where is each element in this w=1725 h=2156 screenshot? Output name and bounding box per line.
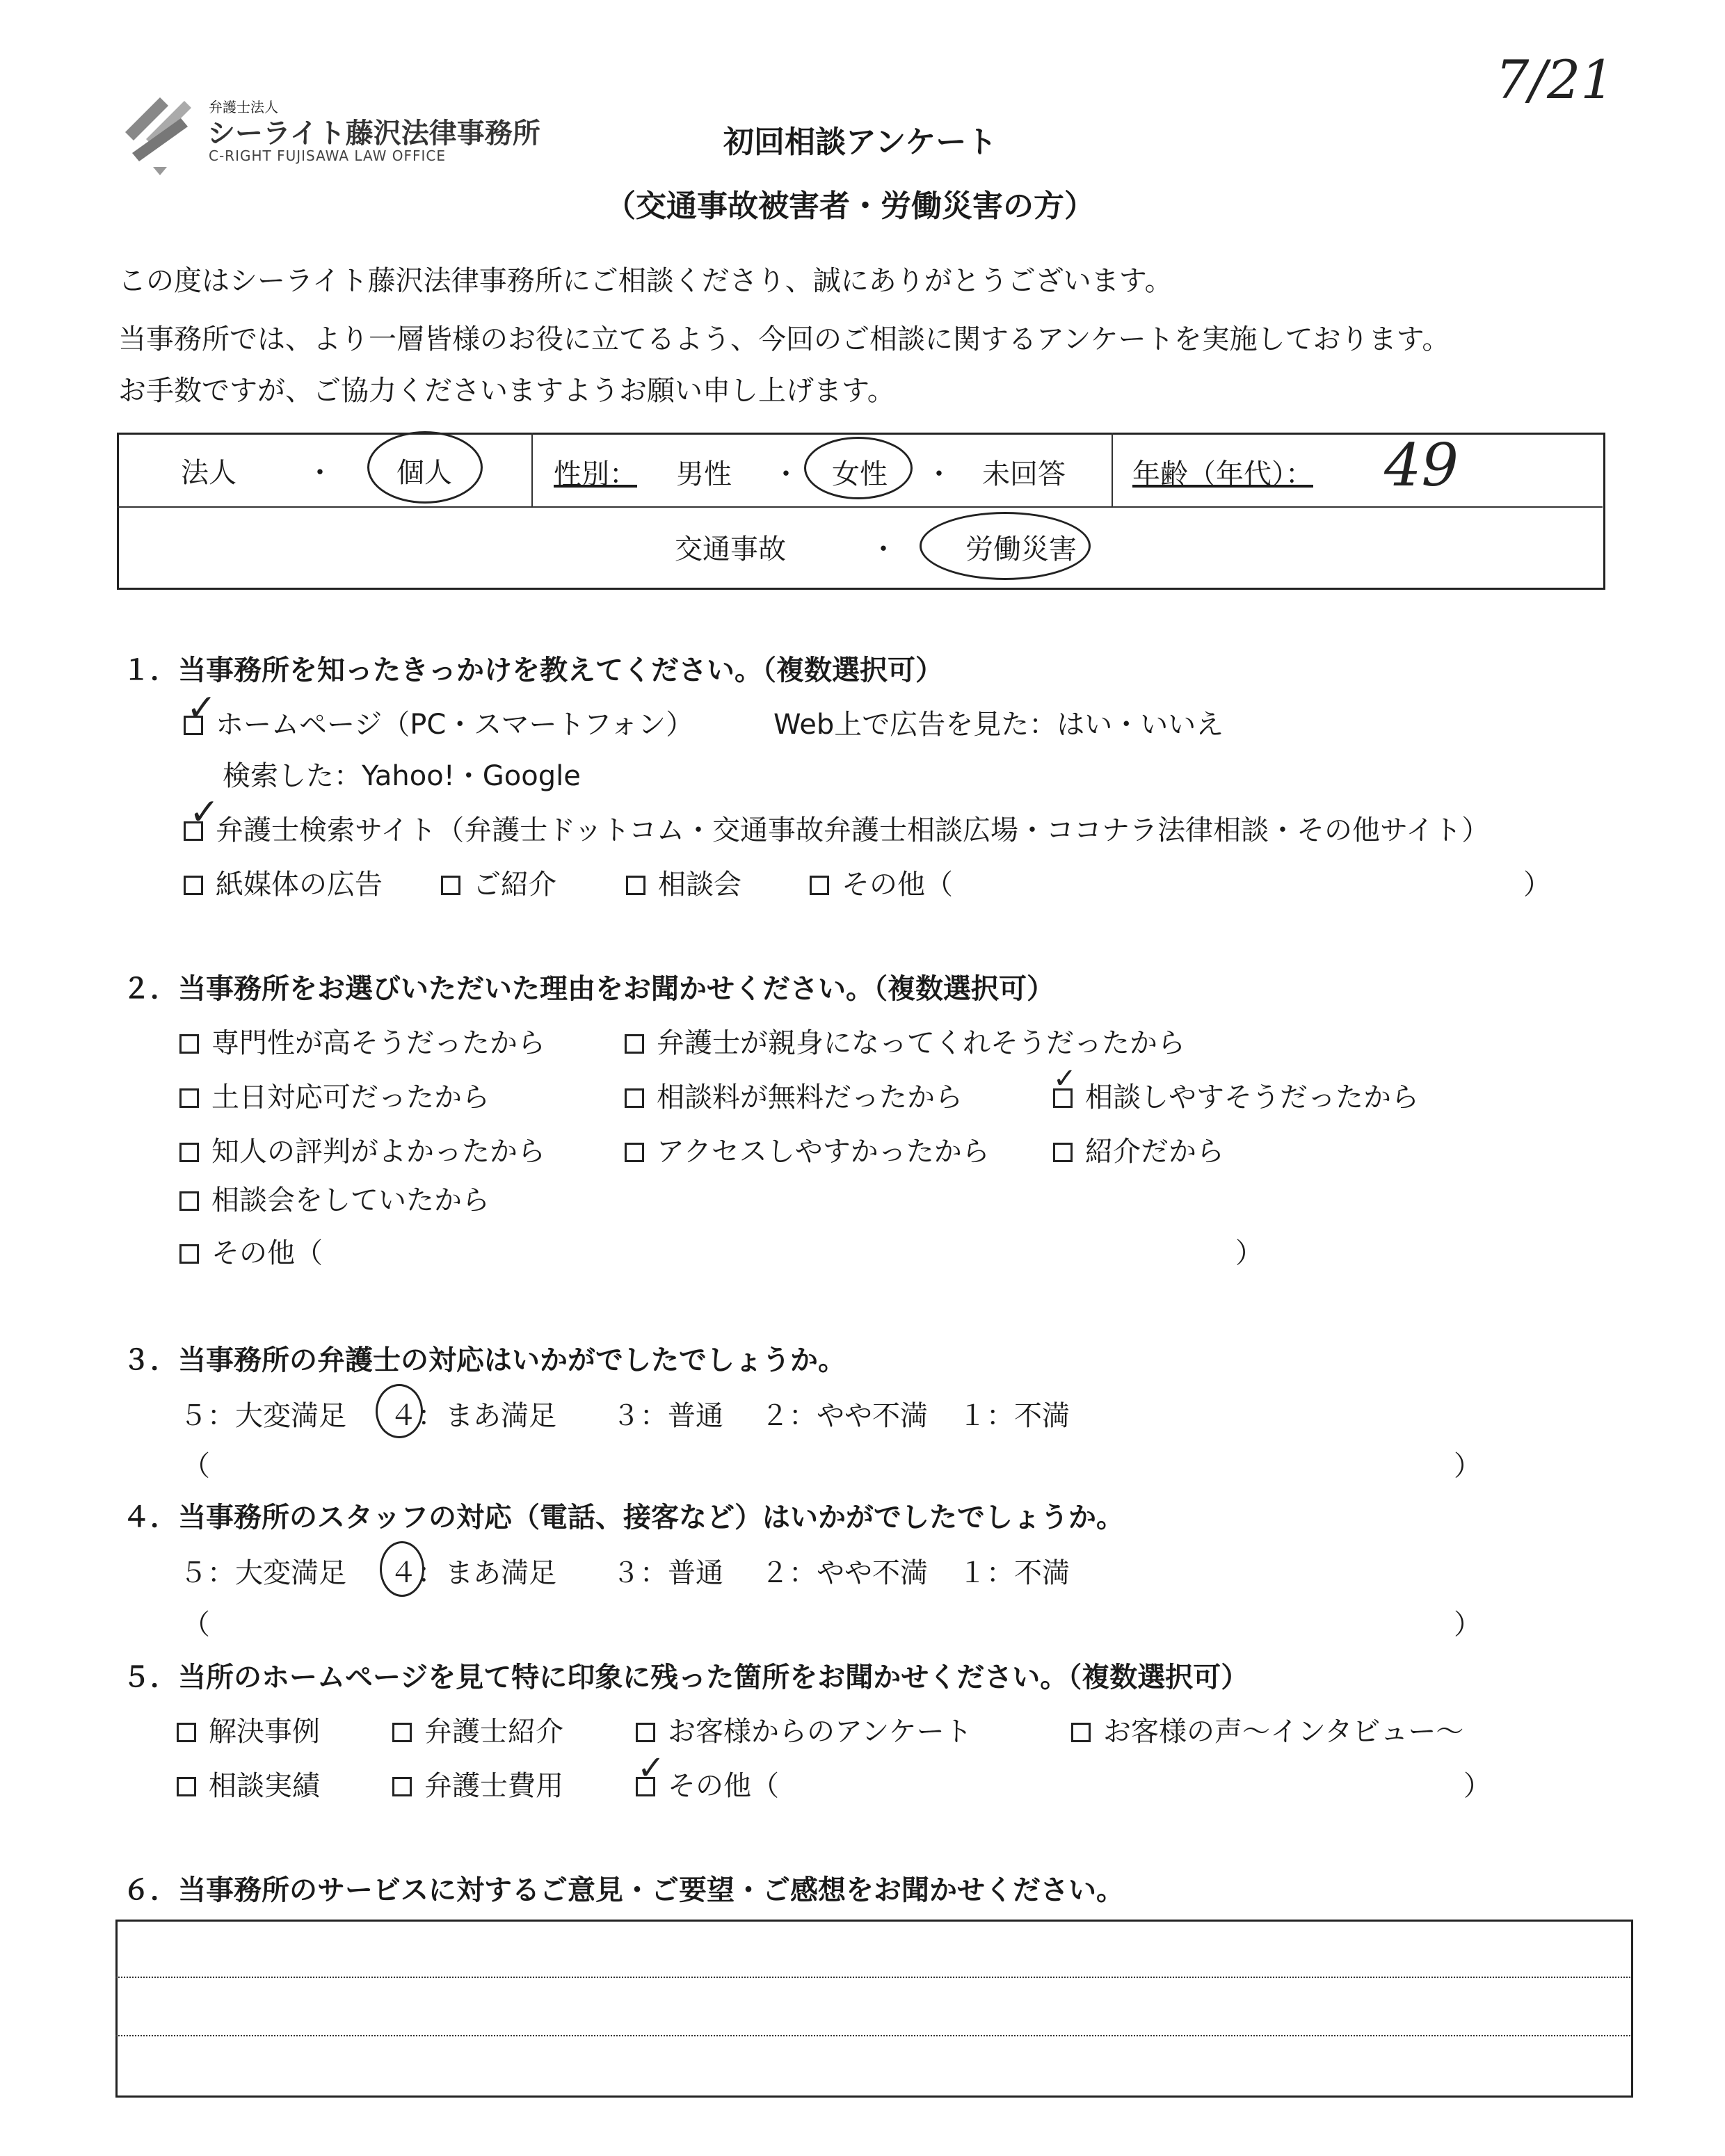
q2-easy-label: 相談しやすそうだったから [1085, 1081, 1419, 1113]
profile-age-value: 49 [1384, 431, 1459, 499]
q4-scale-5[interactable]: ５：大変満足 [179, 1557, 346, 1589]
circle-individual [367, 431, 483, 504]
q5-cases-label: 解決事例 [209, 1716, 320, 1748]
profile-dot-1: ・ [306, 457, 334, 489]
q1-homepage-label: ホームページ（PC・スマートフォン） [216, 709, 694, 741]
q1-paper-ad-label: 紙媒体の広告 [216, 869, 383, 901]
q2-expert-checkbox[interactable] [179, 1034, 199, 1054]
profile-type-individual: 個人 [396, 457, 452, 489]
q1-referral-label: ご紹介 [473, 869, 556, 901]
q5-other-check-mark: ✓ [637, 1748, 666, 1787]
q2-reputation-checkbox[interactable] [179, 1143, 199, 1162]
q2-heading: ２．当事務所をお選びいただいた理由をお聞かせください。（複数選択可） [122, 973, 1054, 1005]
logo-mark-icon [118, 90, 202, 181]
q6-line-1 [115, 1977, 1630, 1978]
profile-no-answer: 未回答 [982, 458, 1066, 490]
q2-expert-label: 専門性が高そうだったから [211, 1027, 545, 1059]
q2-access-checkbox[interactable] [625, 1143, 644, 1162]
q2-free-label: 相談料が無料だったから [657, 1081, 963, 1113]
q5-survey-label: お客様からのアンケート [668, 1716, 972, 1748]
q2-weekend-label: 土日対応可だったから [211, 1081, 490, 1113]
q5-voice-label: お客様の声～インタビュー～ [1103, 1716, 1464, 1748]
q2-free-checkbox[interactable] [625, 1088, 644, 1108]
q5-lawyers-checkbox[interactable] [392, 1723, 412, 1742]
case-dot: ・ [869, 533, 897, 565]
q1-other-checkbox[interactable] [810, 876, 829, 895]
q1-search: 検索した：Yahoo!・Google [223, 760, 581, 792]
case-labor: 労働災害 [965, 533, 1077, 565]
q5-record-label: 相談実績 [209, 1770, 320, 1802]
q1-row-lawyer-site [184, 808, 1489, 848]
q4-scale-4[interactable]: ４：まあ満足 [390, 1557, 556, 1589]
q2-weekend-checkbox[interactable] [179, 1088, 199, 1108]
q5-other-close: ） [1463, 1770, 1491, 1802]
q2-referral-label: 紹介だから [1085, 1136, 1224, 1168]
q5-fees-label: 弁護士費用 [424, 1770, 563, 1802]
q3-scale-5[interactable]: ５：大変満足 [179, 1400, 346, 1432]
q3-comment-open: （ [182, 1450, 210, 1482]
q2-referral-checkbox[interactable] [1053, 1143, 1073, 1162]
logo-name: シーライト藤沢法律事務所 [207, 118, 540, 150]
logo [118, 90, 540, 181]
profile-dot-3: ・ [925, 458, 953, 490]
profile-type-corp: 法人 [181, 457, 236, 489]
profile-male: 男性 [676, 458, 732, 490]
q5-lawyers-label: 弁護士紹介 [424, 1716, 563, 1748]
q2-kind-checkbox[interactable] [625, 1034, 644, 1054]
q1-homepage-check-mark: ✓ [186, 687, 217, 729]
q1-referral-checkbox[interactable] [441, 876, 460, 895]
q1-other-close: ） [1523, 869, 1551, 901]
q1-seminar-label: 相談会 [658, 869, 741, 901]
q2-seminar-label: 相談会をしていたから [211, 1184, 490, 1216]
q1-web-ad: Web上で広告を見た：はい・いいえ [773, 709, 1224, 741]
q5-other-label: その他（ [668, 1770, 779, 1802]
q1-seminar-checkbox[interactable] [626, 876, 645, 895]
q3-scale-2[interactable]: ２：やや不満 [761, 1400, 928, 1432]
page-subtitle: （交通事故被害者・労働災害の方） [605, 188, 1095, 224]
q2-seminar-checkbox[interactable] [179, 1191, 199, 1211]
circle-labor [920, 512, 1091, 580]
q3-scale-4[interactable]: ４：まあ満足 [390, 1400, 556, 1432]
intro-line-1: この度はシーライト藤沢法律事務所にご相談くださり、誠にありがとうございます。 [118, 265, 1173, 297]
page-title: 初回相談アンケート [723, 124, 997, 160]
q4-heading: ４．当事務所のスタッフの対応（電話、接客など）はいかがでしたでしょうか。 [122, 1502, 1124, 1534]
q3-comment-close: ） [1454, 1450, 1482, 1482]
q2-other-close: ） [1235, 1237, 1263, 1269]
q5-cases-checkbox[interactable] [177, 1723, 196, 1742]
profile-table-sep-1 [531, 433, 533, 506]
intro-line-3: お手数ですが、ご協力くださいますようお願い申し上げます。 [118, 375, 895, 407]
q2-access-label: アクセスしやすかったから [657, 1136, 990, 1168]
q2-kind-label: 弁護士が親身になってくれそうだったから [657, 1027, 1185, 1059]
q2-easy-check-mark: ✓ [1053, 1063, 1077, 1095]
profile-table-divider [117, 506, 1603, 508]
profile-age-label: 年齢（年代）： [1132, 458, 1313, 490]
q5-fees-checkbox[interactable] [392, 1777, 412, 1796]
q4-scale-2[interactable]: ２：やや不満 [761, 1557, 928, 1589]
q5-heading: ５．当所のホームページを見て特に印象に残った箇所をお聞かせください。（複数選択可） [122, 1662, 1249, 1694]
intro-line-2: 当事務所では、より一層皆様のお役に立てるよう、今回のご相談に関するアンケートを実施しております。 [118, 323, 1450, 355]
q1-other-label: その他（ [842, 869, 953, 901]
q2-reputation-label: 知人の評判がよかったから [211, 1136, 545, 1168]
q2-row-4 [179, 1178, 490, 1218]
logo-corp-type: 弁護士法人 [209, 99, 278, 115]
circle-female [804, 437, 913, 499]
q1-paper-ad-checkbox[interactable] [184, 876, 203, 895]
q3-circle-4 [376, 1384, 423, 1438]
case-traffic: 交通事故 [675, 533, 786, 565]
profile-table-sep-2 [1112, 433, 1113, 506]
q4-circle-4 [380, 1541, 424, 1597]
q3-scale-3[interactable]: ３：普通 [612, 1400, 723, 1432]
handwritten-date: 7/21 [1495, 49, 1614, 111]
q3-heading: ３．当事務所の弁護士の対応はいかがでしたでしょうか。 [122, 1344, 846, 1376]
q5-record-checkbox[interactable] [177, 1777, 196, 1796]
q2-other-label: その他（ [211, 1237, 323, 1269]
q1-row-homepage [184, 702, 693, 742]
q2-row-5 [179, 1231, 323, 1271]
q4-comment-close: ） [1454, 1609, 1482, 1641]
q1-heading: １．当事務所を知ったきっかけを教えてください。（複数選択可） [122, 654, 943, 686]
profile-gender-label: 性別： [554, 458, 637, 490]
q1-lawyer-site-check-mark: ✓ [189, 791, 220, 833]
q1-lawyer-site-label: 弁護士検索サイト（弁護士ドットコム・交通事故弁護士相談広場・ココナラ法律相談・その他サイト） [216, 814, 1490, 846]
q6-heading: ６．当事務所のサービスに対するご意見・ご要望・ご感想をお聞かせください。 [122, 1874, 1124, 1906]
logo-english: C-RIGHT FUJISAWA LAW OFFICE [209, 147, 446, 164]
q2-other-checkbox[interactable] [179, 1244, 199, 1264]
q3-scale-1[interactable]: １：不満 [958, 1400, 1070, 1432]
q6-line-2 [115, 2035, 1630, 2036]
q6-comment-box[interactable] [115, 1920, 1633, 2098]
profile-dot-2: ・ [772, 458, 800, 490]
q4-comment-open: （ [182, 1609, 210, 1641]
profile-female: 女性 [832, 458, 888, 490]
q4-scale-3[interactable]: ３：普通 [612, 1557, 723, 1589]
q4-scale-1[interactable]: １：不満 [958, 1557, 1070, 1589]
q5-voice-checkbox[interactable] [1071, 1723, 1091, 1742]
q5-survey-checkbox[interactable] [636, 1723, 655, 1742]
